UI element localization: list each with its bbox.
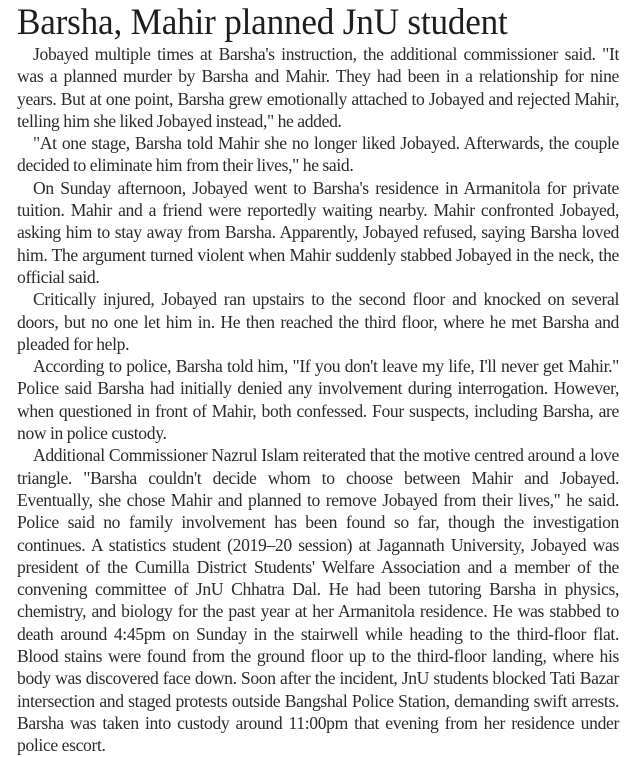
paragraph: Jobayed multiple times at Barsha's instruction, the additional commissioner said. "It was a planned murder by Barsha and Mahir. They had been in a relationship for nine years. But at one point, Barsha grew emotionally attached to Jobayed and rejected Mahir, telling him she liked Jobayed instead," he added.: [17, 44, 619, 131]
paragraph: On Sunday afternoon, Jobayed went to Barsha's residence in Armanitola for private tuition. Mahir and a friend were reportedly waiting nearby. Mahir confronted Jobayed, asking him to stay away from Barsha. Apparently, Jobayed refused, saying Barsha loved him. The argument turned violent when Mahir suddenly stabbed Jobayed in the neck, the official said.: [17, 177, 619, 287]
news-article: [17, 0, 619, 757]
paragraph: Critically injured, Jobayed ran upstairs to the second floor and knocked on several doors, but no one let him in. He then reached the third floor, where he met Barsha and pleaded for help.: [17, 289, 619, 354]
headline: Barsha, Mahir planned JnU student: [17, 2, 508, 43]
article-body: [17, 43, 619, 757]
paragraph: Additional Commissioner Nazrul Islam reiterated that the motive centred around a love triangle. "Barsha couldn't decide whom to choose between Mahir and Jobayed. Eventually, she chose Mahir and planned to remove Jobayed from their lives," he said. Police said no family involvement has been found so far, though the investigation continues. A statistics student (2019–20 session) at Jagannath University, Jobayed was president of the Cumilla District Students' Welfare Association and a member of the convening committee of JnU Chhatra Dal. He had been tutoring Barsha in physics, chemistry, and biology for the past year at her Armanitola residence. He was stabbed to death around 4:45pm on Sunday in the stairwell while heading to the third-floor flat. Blood stains were found from the ground floor up to the third-floor landing, where his body was discovered face down. Soon after the incident, JnU students blocked Tati Bazar intersection and staged protests outside Bangshal Police Station, demanding swift arrests. Barsha was taken into custody around 11:00pm that evening from her residence under police escort.: [17, 445, 619, 756]
paragraph: According to police, Barsha told him, "If you don't leave my life, I'll never get Mahir." Police said Barsha had initially denied any involvement during interrogation. However, when questioned in front of Mahir, both confessed. Four suspects, including Barsha, are now in police custody.: [17, 356, 619, 444]
paragraph: "At one stage, Barsha told Mahir she no longer liked Jobayed. Afterwards, the couple decided to eliminate him from their lives," he said.: [17, 133, 619, 176]
